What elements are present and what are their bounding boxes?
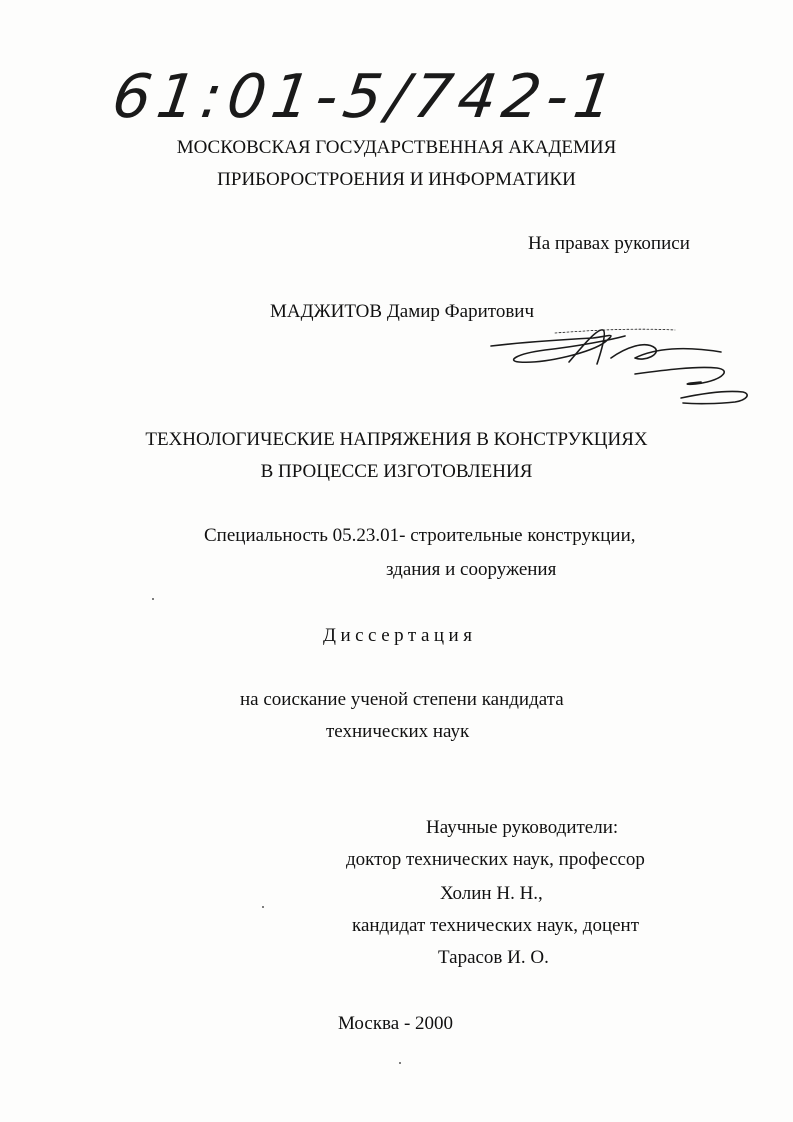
place-and-year: Москва - 2000 <box>338 1013 454 1034</box>
handwritten-archive-number: 61:01-5/742-1 <box>108 62 624 132</box>
supervisor-1-title: доктор технических наук, профессор <box>346 849 645 870</box>
manuscript-rights-label: На правах рукописи <box>528 233 690 254</box>
supervisor-2-name: Тарасов И. О. <box>438 947 549 968</box>
specialty-line-1: Специальность 05.23.01- строительные конструкции, <box>204 525 636 546</box>
thesis-title-line-2: В ПРОЦЕССЕ ИЗГОТОВЛЕНИЯ <box>260 461 533 482</box>
institution-line-1: МОСКОВСКАЯ ГОСУДАРСТВЕННАЯ АКАДЕМИЯ <box>176 137 617 158</box>
thesis-title-line-1: ТЕХНОЛОГИЧЕСКИЕ НАПРЯЖЕНИЯ В КОНСТРУКЦИЯХ <box>145 429 648 450</box>
author-name: МАДЖИТОВ Дамир Фаритович <box>270 301 535 322</box>
scan-speck <box>399 1062 401 1064</box>
degree-line-1: на соискание ученой степени кандидата <box>240 689 564 710</box>
supervisor-1-name: Холин Н. Н., <box>440 883 543 904</box>
institution-line-2: ПРИБОРОСТРОЕНИЯ И ИНФОРМАТИКИ <box>217 169 576 190</box>
scan-speck <box>152 598 154 600</box>
supervisors-heading: Научные руководители: <box>426 817 619 838</box>
degree-line-2: технических наук <box>326 721 470 742</box>
supervisor-2-title: кандидат технических наук, доцент <box>352 915 640 936</box>
work-type: Диссертация <box>323 625 477 646</box>
author-signature <box>485 318 755 418</box>
scan-speck <box>262 906 264 908</box>
specialty-line-2: здания и сооружения <box>386 559 557 580</box>
